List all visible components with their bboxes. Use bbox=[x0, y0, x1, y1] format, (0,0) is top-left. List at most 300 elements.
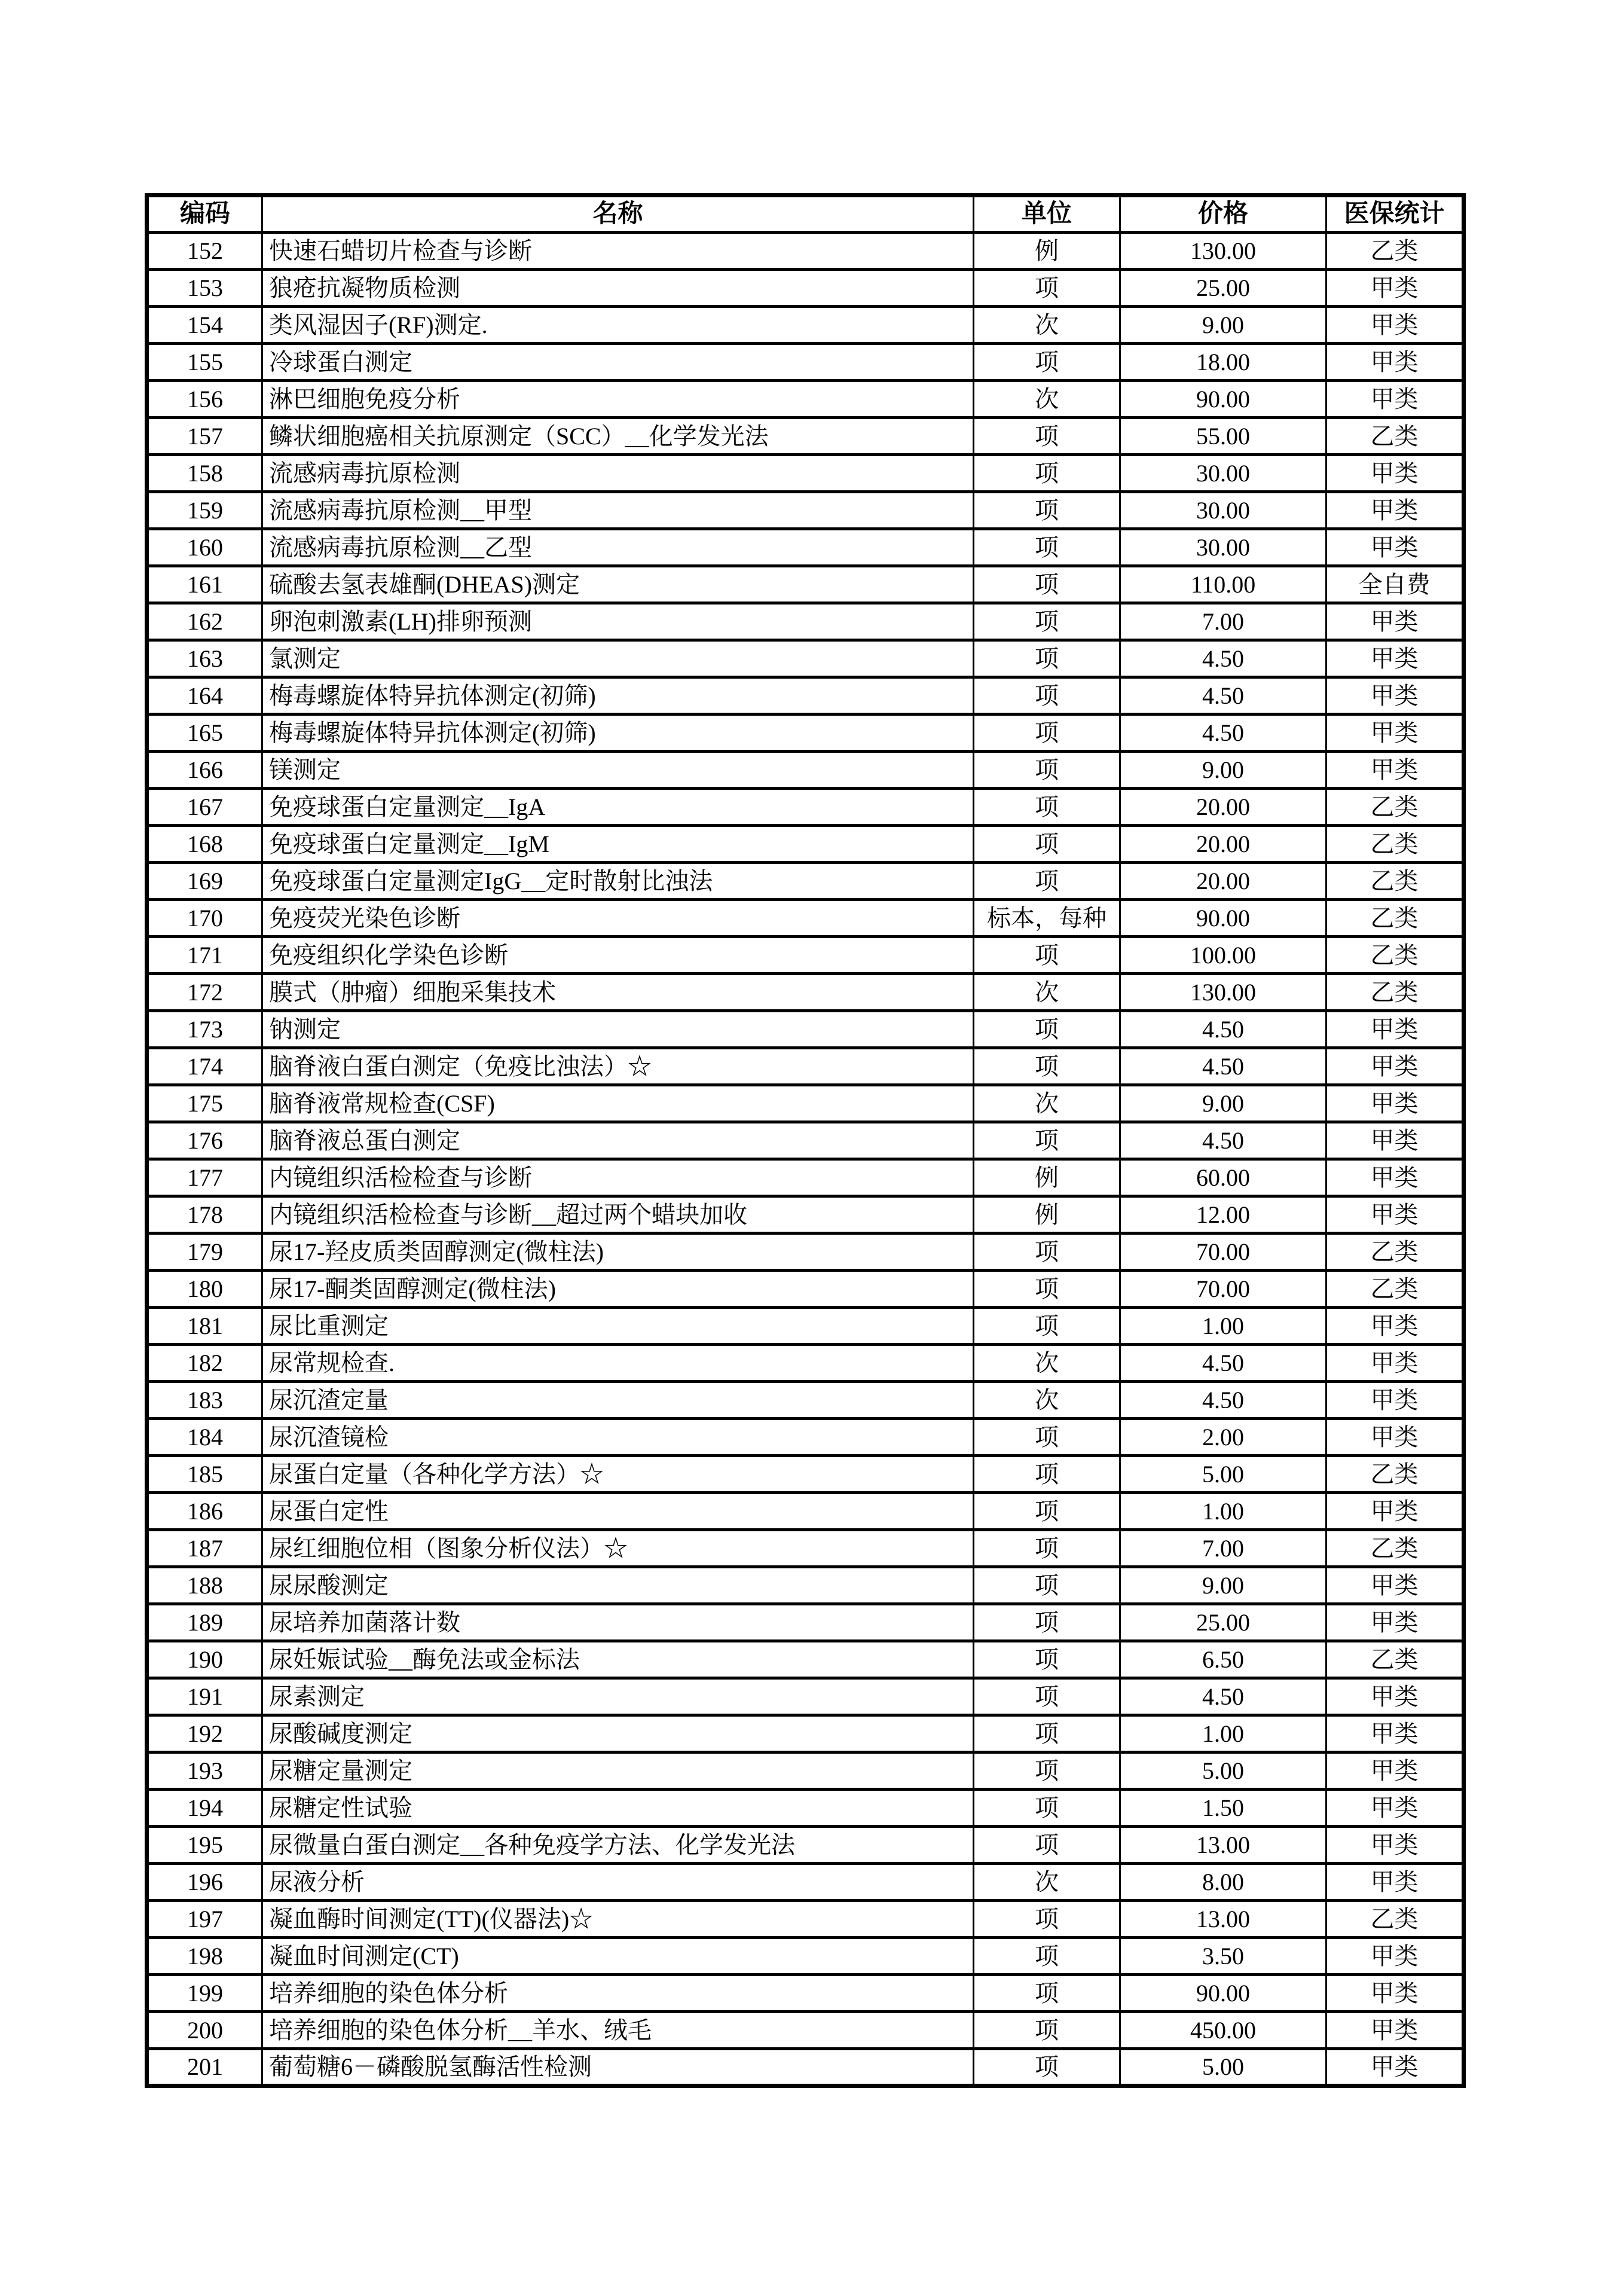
cell-name: 硫酸去氢表雄酮(DHEAS)测定 bbox=[262, 566, 974, 603]
cell-price: 60.00 bbox=[1120, 1159, 1326, 1196]
table-row bbox=[147, 455, 1464, 492]
cell-category: 甲类 bbox=[1326, 2049, 1464, 2086]
table-row bbox=[147, 900, 1464, 937]
cell-price: 100.00 bbox=[1120, 937, 1326, 974]
table-row bbox=[147, 826, 1464, 863]
cell-code: 157 bbox=[147, 418, 262, 455]
cell-category: 甲类 bbox=[1326, 677, 1464, 715]
cell-category: 甲类 bbox=[1326, 1864, 1464, 1901]
cell-price: 20.00 bbox=[1120, 826, 1326, 863]
cell-category: 乙类 bbox=[1326, 900, 1464, 937]
cell-category: 乙类 bbox=[1326, 233, 1464, 270]
cell-code: 186 bbox=[147, 1493, 262, 1530]
cell-category: 甲类 bbox=[1326, 1196, 1464, 1234]
cell-unit: 次 bbox=[974, 307, 1120, 344]
table-row bbox=[147, 1122, 1464, 1159]
table-row bbox=[147, 937, 1464, 974]
cell-price: 12.00 bbox=[1120, 1196, 1326, 1234]
table-row bbox=[147, 344, 1464, 381]
table-row bbox=[147, 381, 1464, 418]
table-row bbox=[147, 529, 1464, 566]
cell-name: 膜式（肿瘤）细胞采集技术 bbox=[262, 974, 974, 1011]
cell-name: 尿培养加菌落计数 bbox=[262, 1604, 974, 1641]
cell-code: 179 bbox=[147, 1234, 262, 1271]
cell-name: 尿液分析 bbox=[262, 1864, 974, 1901]
cell-name: 培养细胞的染色体分析__羊水、绒毛 bbox=[262, 2012, 974, 2049]
table-row bbox=[147, 1864, 1464, 1901]
cell-code: 171 bbox=[147, 937, 262, 974]
table-row bbox=[147, 1938, 1464, 1975]
cell-unit: 项 bbox=[974, 1530, 1120, 1567]
cell-unit: 项 bbox=[974, 1604, 1120, 1641]
cell-unit: 项 bbox=[974, 677, 1120, 715]
cell-unit: 例 bbox=[974, 1196, 1120, 1234]
cell-code: 163 bbox=[147, 640, 262, 677]
cell-price: 13.00 bbox=[1120, 1827, 1326, 1864]
table-row bbox=[147, 1159, 1464, 1196]
cell-code: 154 bbox=[147, 307, 262, 344]
cell-category: 甲类 bbox=[1326, 307, 1464, 344]
cell-category: 乙类 bbox=[1326, 1234, 1464, 1271]
cell-category: 甲类 bbox=[1326, 1419, 1464, 1456]
table-row bbox=[147, 789, 1464, 826]
cell-unit: 项 bbox=[974, 1493, 1120, 1530]
table-row bbox=[147, 1790, 1464, 1827]
cell-name: 流感病毒抗原检测 bbox=[262, 455, 974, 492]
cell-category: 乙类 bbox=[1326, 418, 1464, 455]
table-header-row bbox=[147, 196, 1464, 233]
cell-unit: 次 bbox=[974, 1085, 1120, 1122]
cell-code: 170 bbox=[147, 900, 262, 937]
cell-price: 4.50 bbox=[1120, 1382, 1326, 1419]
cell-unit: 次 bbox=[974, 1864, 1120, 1901]
column-header-category: 医保统计 bbox=[1326, 196, 1464, 233]
cell-code: 192 bbox=[147, 1715, 262, 1752]
cell-name: 尿沉渣镜检 bbox=[262, 1419, 974, 1456]
cell-unit: 项 bbox=[974, 2049, 1120, 2086]
cell-unit: 项 bbox=[974, 826, 1120, 863]
cell-name: 尿微量白蛋白测定__各种免疫学方法、化学发光法 bbox=[262, 1827, 974, 1864]
table-row bbox=[147, 418, 1464, 455]
cell-category: 甲类 bbox=[1326, 2012, 1464, 2049]
table-header bbox=[147, 196, 1464, 233]
table-row bbox=[147, 1419, 1464, 1456]
cell-name: 内镜组织活检检查与诊断__超过两个蜡块加收 bbox=[262, 1196, 974, 1234]
cell-name: 尿尿酸测定 bbox=[262, 1567, 974, 1604]
cell-price: 4.50 bbox=[1120, 1678, 1326, 1715]
cell-unit: 项 bbox=[974, 455, 1120, 492]
cell-category: 甲类 bbox=[1326, 752, 1464, 789]
cell-category: 甲类 bbox=[1326, 1345, 1464, 1382]
cell-name: 卵泡刺激素(LH)排卵预测 bbox=[262, 603, 974, 640]
cell-price: 70.00 bbox=[1120, 1234, 1326, 1271]
table-row bbox=[147, 752, 1464, 789]
cell-code: 178 bbox=[147, 1196, 262, 1234]
cell-category: 甲类 bbox=[1326, 1493, 1464, 1530]
cell-code: 184 bbox=[147, 1419, 262, 1456]
cell-name: 尿常规检查. bbox=[262, 1345, 974, 1382]
cell-category: 甲类 bbox=[1326, 1604, 1464, 1641]
cell-name: 免疫组织化学染色诊断 bbox=[262, 937, 974, 974]
cell-price: 25.00 bbox=[1120, 1604, 1326, 1641]
cell-name: 流感病毒抗原检测__甲型 bbox=[262, 492, 974, 529]
cell-price: 30.00 bbox=[1120, 455, 1326, 492]
table-row bbox=[147, 307, 1464, 344]
cell-code: 159 bbox=[147, 492, 262, 529]
cell-category: 乙类 bbox=[1326, 863, 1464, 900]
cell-unit: 项 bbox=[974, 1567, 1120, 1604]
cell-code: 196 bbox=[147, 1864, 262, 1901]
cell-code: 169 bbox=[147, 863, 262, 900]
cell-unit: 项 bbox=[974, 1419, 1120, 1456]
cell-code: 181 bbox=[147, 1308, 262, 1345]
cell-category: 甲类 bbox=[1326, 1011, 1464, 1048]
cell-unit: 项 bbox=[974, 1678, 1120, 1715]
cell-category: 甲类 bbox=[1326, 381, 1464, 418]
cell-name: 钠测定 bbox=[262, 1011, 974, 1048]
cell-name: 氯测定 bbox=[262, 640, 974, 677]
cell-price: 4.50 bbox=[1120, 1122, 1326, 1159]
cell-unit: 项 bbox=[974, 1641, 1120, 1678]
cell-price: 30.00 bbox=[1120, 529, 1326, 566]
cell-price: 1.00 bbox=[1120, 1715, 1326, 1752]
cell-name: 流感病毒抗原检测__乙型 bbox=[262, 529, 974, 566]
cell-code: 194 bbox=[147, 1790, 262, 1827]
cell-price: 25.00 bbox=[1120, 270, 1326, 307]
table-row bbox=[147, 1085, 1464, 1122]
cell-code: 164 bbox=[147, 677, 262, 715]
cell-code: 177 bbox=[147, 1159, 262, 1196]
table-row bbox=[147, 1048, 1464, 1085]
cell-code: 160 bbox=[147, 529, 262, 566]
cell-unit: 项 bbox=[974, 789, 1120, 826]
table-row bbox=[147, 1641, 1464, 1678]
cell-category: 甲类 bbox=[1326, 1159, 1464, 1196]
cell-code: 173 bbox=[147, 1011, 262, 1048]
cell-name: 脑脊液白蛋白测定（免疫比浊法）☆ bbox=[262, 1048, 974, 1085]
cell-price: 20.00 bbox=[1120, 789, 1326, 826]
cell-name: 尿蛋白定性 bbox=[262, 1493, 974, 1530]
cell-code: 166 bbox=[147, 752, 262, 789]
cell-price: 7.00 bbox=[1120, 1530, 1326, 1567]
table-row bbox=[147, 270, 1464, 307]
cell-price: 4.50 bbox=[1120, 1048, 1326, 1085]
cell-price: 110.00 bbox=[1120, 566, 1326, 603]
table-row bbox=[147, 2012, 1464, 2049]
table-row bbox=[147, 1678, 1464, 1715]
cell-code: 158 bbox=[147, 455, 262, 492]
cell-price: 450.00 bbox=[1120, 2012, 1326, 2049]
cell-category: 乙类 bbox=[1326, 1530, 1464, 1567]
cell-category: 甲类 bbox=[1326, 1827, 1464, 1864]
cell-name: 淋巴细胞免疫分析 bbox=[262, 381, 974, 418]
cell-unit: 项 bbox=[974, 1901, 1120, 1938]
cell-category: 乙类 bbox=[1326, 1901, 1464, 1938]
cell-category: 甲类 bbox=[1326, 1122, 1464, 1159]
cell-name: 尿蛋白定量（各种化学方法）☆ bbox=[262, 1456, 974, 1493]
cell-category: 甲类 bbox=[1326, 529, 1464, 566]
cell-code: 153 bbox=[147, 270, 262, 307]
cell-category: 甲类 bbox=[1326, 270, 1464, 307]
cell-name: 脑脊液总蛋白测定 bbox=[262, 1122, 974, 1159]
table-row bbox=[147, 1345, 1464, 1382]
cell-price: 90.00 bbox=[1120, 381, 1326, 418]
cell-price: 18.00 bbox=[1120, 344, 1326, 381]
cell-name: 冷球蛋白测定 bbox=[262, 344, 974, 381]
cell-name: 免疫荧光染色诊断 bbox=[262, 900, 974, 937]
cell-unit: 项 bbox=[974, 1122, 1120, 1159]
table-row bbox=[147, 1975, 1464, 2012]
cell-code: 165 bbox=[147, 715, 262, 752]
cell-name: 尿糖定量测定 bbox=[262, 1752, 974, 1790]
cell-unit: 项 bbox=[974, 1938, 1120, 1975]
cell-name: 尿17-酮类固醇测定(微柱法) bbox=[262, 1271, 974, 1308]
cell-price: 70.00 bbox=[1120, 1271, 1326, 1308]
cell-category: 乙类 bbox=[1326, 1456, 1464, 1493]
cell-unit: 项 bbox=[974, 1456, 1120, 1493]
cell-price: 9.00 bbox=[1120, 1567, 1326, 1604]
cell-unit: 次 bbox=[974, 974, 1120, 1011]
cell-code: 199 bbox=[147, 1975, 262, 2012]
cell-price: 4.50 bbox=[1120, 1011, 1326, 1048]
cell-code: 161 bbox=[147, 566, 262, 603]
cell-category: 甲类 bbox=[1326, 603, 1464, 640]
cell-unit: 项 bbox=[974, 1271, 1120, 1308]
cell-name: 尿妊娠试验__酶免法或金标法 bbox=[262, 1641, 974, 1678]
cell-price: 1.00 bbox=[1120, 1493, 1326, 1530]
cell-category: 甲类 bbox=[1326, 1752, 1464, 1790]
cell-code: 174 bbox=[147, 1048, 262, 1085]
cell-name: 镁测定 bbox=[262, 752, 974, 789]
cell-unit: 项 bbox=[974, 418, 1120, 455]
cell-name: 尿17-羟皮质类固醇测定(微柱法) bbox=[262, 1234, 974, 1271]
cell-category: 甲类 bbox=[1326, 492, 1464, 529]
cell-name: 尿红细胞位相（图象分析仪法）☆ bbox=[262, 1530, 974, 1567]
table-row bbox=[147, 677, 1464, 715]
cell-code: 193 bbox=[147, 1752, 262, 1790]
cell-code: 156 bbox=[147, 381, 262, 418]
cell-unit: 项 bbox=[974, 1234, 1120, 1271]
table-row bbox=[147, 1308, 1464, 1345]
cell-unit: 项 bbox=[974, 1752, 1120, 1790]
cell-category: 甲类 bbox=[1326, 344, 1464, 381]
cell-code: 187 bbox=[147, 1530, 262, 1567]
cell-code: 182 bbox=[147, 1345, 262, 1382]
cell-category: 全自费 bbox=[1326, 566, 1464, 603]
cell-code: 190 bbox=[147, 1641, 262, 1678]
cell-code: 183 bbox=[147, 1382, 262, 1419]
cell-category: 乙类 bbox=[1326, 937, 1464, 974]
table-row bbox=[147, 1382, 1464, 1419]
cell-category: 甲类 bbox=[1326, 640, 1464, 677]
cell-price: 5.00 bbox=[1120, 1752, 1326, 1790]
cell-code: 191 bbox=[147, 1678, 262, 1715]
cell-price: 5.00 bbox=[1120, 2049, 1326, 2086]
cell-name: 内镜组织活检检查与诊断 bbox=[262, 1159, 974, 1196]
cell-unit: 项 bbox=[974, 1048, 1120, 1085]
cell-name: 免疫球蛋白定量测定IgG__定时散射比浊法 bbox=[262, 863, 974, 900]
cell-category: 甲类 bbox=[1326, 1382, 1464, 1419]
cell-name: 狼疮抗凝物质检测 bbox=[262, 270, 974, 307]
cell-price: 90.00 bbox=[1120, 900, 1326, 937]
cell-category: 甲类 bbox=[1326, 1567, 1464, 1604]
cell-unit: 项 bbox=[974, 937, 1120, 974]
cell-code: 172 bbox=[147, 974, 262, 1011]
cell-unit: 项 bbox=[974, 640, 1120, 677]
cell-unit: 项 bbox=[974, 603, 1120, 640]
cell-price: 2.00 bbox=[1120, 1419, 1326, 1456]
cell-name: 类风湿因子(RF)测定. bbox=[262, 307, 974, 344]
cell-unit: 项 bbox=[974, 344, 1120, 381]
cell-price: 1.50 bbox=[1120, 1790, 1326, 1827]
cell-code: 167 bbox=[147, 789, 262, 826]
table-row bbox=[147, 1567, 1464, 1604]
cell-unit: 项 bbox=[974, 1975, 1120, 2012]
cell-category: 甲类 bbox=[1326, 1678, 1464, 1715]
cell-code: 201 bbox=[147, 2049, 262, 2086]
cell-category: 乙类 bbox=[1326, 1641, 1464, 1678]
cell-price: 3.50 bbox=[1120, 1938, 1326, 1975]
cell-price: 55.00 bbox=[1120, 418, 1326, 455]
table-row bbox=[147, 1234, 1464, 1271]
cell-category: 甲类 bbox=[1326, 715, 1464, 752]
cell-price: 90.00 bbox=[1120, 1975, 1326, 2012]
cell-price: 130.00 bbox=[1120, 233, 1326, 270]
cell-name: 尿沉渣定量 bbox=[262, 1382, 974, 1419]
price-table bbox=[145, 193, 1466, 2088]
cell-category: 甲类 bbox=[1326, 1790, 1464, 1827]
cell-name: 凝血酶时间测定(TT)(仪器法)☆ bbox=[262, 1901, 974, 1938]
cell-category: 甲类 bbox=[1326, 1975, 1464, 2012]
cell-category: 甲类 bbox=[1326, 1715, 1464, 1752]
cell-unit: 项 bbox=[974, 566, 1120, 603]
cell-code: 162 bbox=[147, 603, 262, 640]
cell-unit: 次 bbox=[974, 381, 1120, 418]
table-row bbox=[147, 640, 1464, 677]
cell-price: 4.50 bbox=[1120, 677, 1326, 715]
cell-unit: 项 bbox=[974, 492, 1120, 529]
cell-name: 尿糖定性试验 bbox=[262, 1790, 974, 1827]
cell-price: 4.50 bbox=[1120, 640, 1326, 677]
cell-unit: 项 bbox=[974, 1827, 1120, 1864]
cell-code: 180 bbox=[147, 1271, 262, 1308]
column-header-name: 名称 bbox=[262, 196, 974, 233]
cell-code: 188 bbox=[147, 1567, 262, 1604]
cell-price: 7.00 bbox=[1120, 603, 1326, 640]
table-row bbox=[147, 1530, 1464, 1567]
cell-name: 梅毒螺旋体特异抗体测定(初筛) bbox=[262, 715, 974, 752]
cell-unit: 项 bbox=[974, 2012, 1120, 2049]
table-row bbox=[147, 1752, 1464, 1790]
table-row bbox=[147, 974, 1464, 1011]
table-row bbox=[147, 1196, 1464, 1234]
table-row bbox=[147, 1271, 1464, 1308]
table-row bbox=[147, 863, 1464, 900]
cell-code: 168 bbox=[147, 826, 262, 863]
table-row bbox=[147, 1604, 1464, 1641]
table-row bbox=[147, 1456, 1464, 1493]
table-row bbox=[147, 1011, 1464, 1048]
table-row bbox=[147, 715, 1464, 752]
cell-unit: 次 bbox=[974, 1382, 1120, 1419]
cell-price: 1.00 bbox=[1120, 1308, 1326, 1345]
cell-code: 155 bbox=[147, 344, 262, 381]
cell-category: 乙类 bbox=[1326, 789, 1464, 826]
cell-name: 葡萄糖6－磷酸脱氢酶活性检测 bbox=[262, 2049, 974, 2086]
cell-unit: 项 bbox=[974, 1790, 1120, 1827]
cell-category: 乙类 bbox=[1326, 1271, 1464, 1308]
cell-name: 免疫球蛋白定量测定__IgM bbox=[262, 826, 974, 863]
cell-name: 梅毒螺旋体特异抗体测定(初筛) bbox=[262, 677, 974, 715]
cell-price: 13.00 bbox=[1120, 1901, 1326, 1938]
cell-price: 130.00 bbox=[1120, 974, 1326, 1011]
cell-unit: 项 bbox=[974, 529, 1120, 566]
table-row bbox=[147, 233, 1464, 270]
cell-unit: 项 bbox=[974, 270, 1120, 307]
cell-code: 175 bbox=[147, 1085, 262, 1122]
cell-name: 尿比重测定 bbox=[262, 1308, 974, 1345]
table-row bbox=[147, 1827, 1464, 1864]
cell-price: 9.00 bbox=[1120, 752, 1326, 789]
cell-price: 4.50 bbox=[1120, 715, 1326, 752]
cell-unit: 项 bbox=[974, 1715, 1120, 1752]
cell-name: 快速石蜡切片检查与诊断 bbox=[262, 233, 974, 270]
cell-unit: 项 bbox=[974, 863, 1120, 900]
cell-unit: 项 bbox=[974, 1011, 1120, 1048]
cell-name: 鳞状细胞癌相关抗原测定（SCC）__化学发光法 bbox=[262, 418, 974, 455]
cell-price: 20.00 bbox=[1120, 863, 1326, 900]
cell-category: 甲类 bbox=[1326, 1308, 1464, 1345]
column-header-code: 编码 bbox=[147, 196, 262, 233]
cell-name: 尿酸碱度测定 bbox=[262, 1715, 974, 1752]
cell-category: 乙类 bbox=[1326, 826, 1464, 863]
cell-price: 4.50 bbox=[1120, 1345, 1326, 1382]
table-row bbox=[147, 566, 1464, 603]
table-body bbox=[147, 233, 1464, 2086]
cell-category: 甲类 bbox=[1326, 1085, 1464, 1122]
cell-unit: 标本，每种 bbox=[974, 900, 1120, 937]
cell-unit: 项 bbox=[974, 715, 1120, 752]
table-row bbox=[147, 1493, 1464, 1530]
cell-code: 200 bbox=[147, 2012, 262, 2049]
cell-category: 乙类 bbox=[1326, 974, 1464, 1011]
cell-code: 195 bbox=[147, 1827, 262, 1864]
table-row bbox=[147, 603, 1464, 640]
cell-code: 189 bbox=[147, 1604, 262, 1641]
table-row bbox=[147, 1901, 1464, 1938]
table-row bbox=[147, 492, 1464, 529]
cell-unit: 例 bbox=[974, 1159, 1120, 1196]
cell-unit: 项 bbox=[974, 1308, 1120, 1345]
cell-price: 5.00 bbox=[1120, 1456, 1326, 1493]
cell-unit: 例 bbox=[974, 233, 1120, 270]
column-header-unit: 单位 bbox=[974, 196, 1120, 233]
cell-category: 甲类 bbox=[1326, 1048, 1464, 1085]
cell-name: 培养细胞的染色体分析 bbox=[262, 1975, 974, 2012]
cell-category: 甲类 bbox=[1326, 1938, 1464, 1975]
cell-price: 9.00 bbox=[1120, 1085, 1326, 1122]
cell-category: 甲类 bbox=[1326, 455, 1464, 492]
cell-name: 脑脊液常规检查(CSF) bbox=[262, 1085, 974, 1122]
cell-name: 尿素测定 bbox=[262, 1678, 974, 1715]
cell-name: 凝血时间测定(CT) bbox=[262, 1938, 974, 1975]
table-row bbox=[147, 1715, 1464, 1752]
cell-code: 197 bbox=[147, 1901, 262, 1938]
table-row bbox=[147, 2049, 1464, 2086]
cell-code: 198 bbox=[147, 1938, 262, 1975]
cell-unit: 项 bbox=[974, 752, 1120, 789]
cell-code: 152 bbox=[147, 233, 262, 270]
